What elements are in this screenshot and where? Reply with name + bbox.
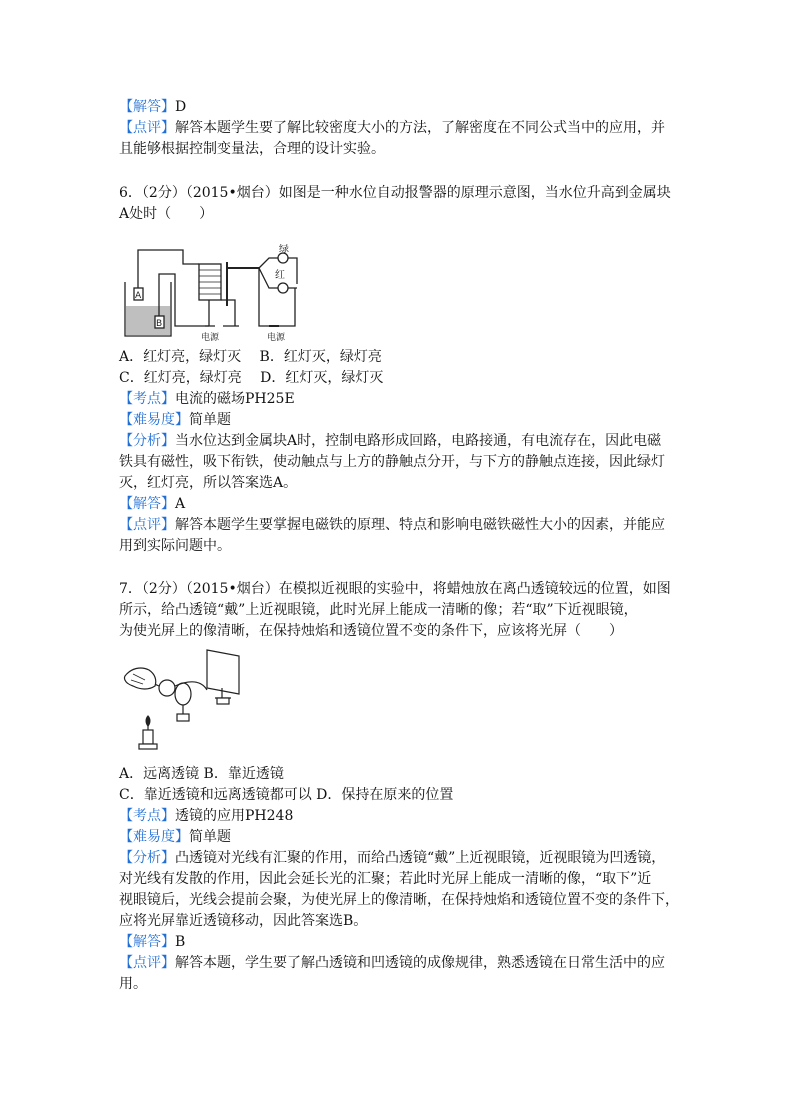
green-lamp-label: 绿 [279,244,289,255]
comment-tag: 【点评】 [119,120,175,136]
electrode-a-label: A [135,291,142,301]
q6-comment-line-2: 用到实际问题中。 [119,538,231,554]
nanyi-text: 简单题 [189,829,231,845]
comment-tag: 【点评】 [119,517,175,533]
q7-kaodian-line [119,806,293,827]
answer-text: A [175,496,186,512]
nanyi-tag: 【难易度】 [119,829,189,845]
q7-fenxi-line-1 [119,848,665,869]
fenxi-text: 凸透镜对光线有汇聚的作用，而给凸透镜“戴”上近视眼镜，近视眼镜为凹透镜， [175,850,666,866]
q6-stem-line-1: 6．（2分）（2015•烟台）如图是一种水位自动报警器的原理示意图，当水位升高到金属块 [119,185,671,201]
q6-answer-line [119,494,185,515]
q7-fenxi-line-2: 对光线有发散的作用，因此会延长光的汇聚；若此时光屏上能成一清晰的像，“取下”近 [119,871,652,887]
q7-comment-line-2: 用。 [119,976,147,992]
top-comment-line-2: 且能够根据控制变量法，合理的设计实验。 [119,141,385,157]
comment-text: 解答本题学生要掌握电磁铁的原理、特点和影响电磁铁磁性大小的因素，并能应 [175,517,665,533]
kaodian-text: 透镜的应用PH248 [175,808,294,824]
top-comment-line [119,118,665,139]
nanyi-tag: 【难易度】 [119,412,189,428]
q6-fenxi-line-1 [119,431,661,452]
answer-text: D [175,99,187,115]
q6-stem-line-2: A处时（ ） [119,206,214,222]
q7-options-line-2: C．靠近透镜和远离透镜都可以 D．保持在原来的位置 [119,787,454,803]
top-answer-line [119,97,186,118]
red-lamp-label: 红 [275,270,285,281]
comment-text: 解答本题，学生要了解凸透镜和凹透镜的成像规律，熟悉透镜在日常生活中的应 [175,955,665,971]
fenxi-text: 当水位达到金属块A时，控制电路形成回路，电路接通，有电流存在，因此电磁 [175,433,662,449]
q7-stem-line-3: 为使光屏上的像清晰，在保持烛焰和透镜位置不变的条件下，应该将光屏（ ） [119,623,623,639]
q7-fenxi-line-4: 应将光屏靠近透镜移动，因此答案选B。 [119,913,368,929]
power-label-1: 电源 [201,333,220,342]
answer-text: B [175,934,186,950]
answer-tag: 【解答】 [119,99,175,115]
q6-fenxi-line-2: 铁具有磁性，吸下衔铁，使动触点与上方的静触点分开，与下方的静触点连接，因此绿灯 [119,454,665,470]
q7-answer-line [119,932,185,953]
q7-nanyi-line [119,827,231,848]
comment-text: 解答本题学生要了解比较密度大小的方法，了解密度在不同公式当中的应用，并 [175,120,665,136]
answer-tag: 【解答】 [119,496,175,512]
electrode-b-label: B [156,319,163,329]
myopia-lens-experiment-figure [119,646,249,756]
q7-comment-line-1 [119,953,665,974]
power-label-2: 电源 [267,333,286,342]
comment-tag: 【点评】 [119,955,175,971]
q7-fenxi-line-3: 视眼镜后，光线会提前会聚，为使光屏上的像清晰，在保持烛焰和透镜位置不变的条件下， [119,892,679,908]
q6-options-line-1: A．红灯亮，绿灯灭 B．红灯灭，绿灯亮 [119,349,382,365]
q6-kaodian-line [119,389,295,410]
q7-stem-line-1: 7．（2分）（2015•烟台）在模拟近视眼的实验中，将蜡烛放在离凸透镜较远的位置，如图 [119,581,671,597]
nanyi-text: 简单题 [189,412,231,428]
answer-tag: 【解答】 [119,934,175,950]
q7-stem-line-2: 所示，给凸透镜“戴”上近视眼镜，此时光屏上能成一清晰的像；若“取”下近视眼镜， [119,602,638,618]
q6-fenxi-line-3: 灭，红灯亮，所以答案选A。 [119,475,298,491]
fenxi-tag: 【分析】 [119,850,175,866]
q7-options-line-1: A．远离透镜 B．靠近透镜 [119,766,284,782]
water-alarm-circuit-diagram [119,244,309,342]
kaodian-text: 电流的磁场PH25E [175,391,295,407]
q6-options-line-2: C．红灯亮，绿灯亮 D．红灯灭，绿灯灭 [119,370,384,386]
kaodian-tag: 【考点】 [119,391,175,407]
fenxi-tag: 【分析】 [119,433,175,449]
q6-nanyi-line [119,410,231,431]
q6-comment-line-1 [119,515,665,536]
kaodian-tag: 【考点】 [119,808,175,824]
